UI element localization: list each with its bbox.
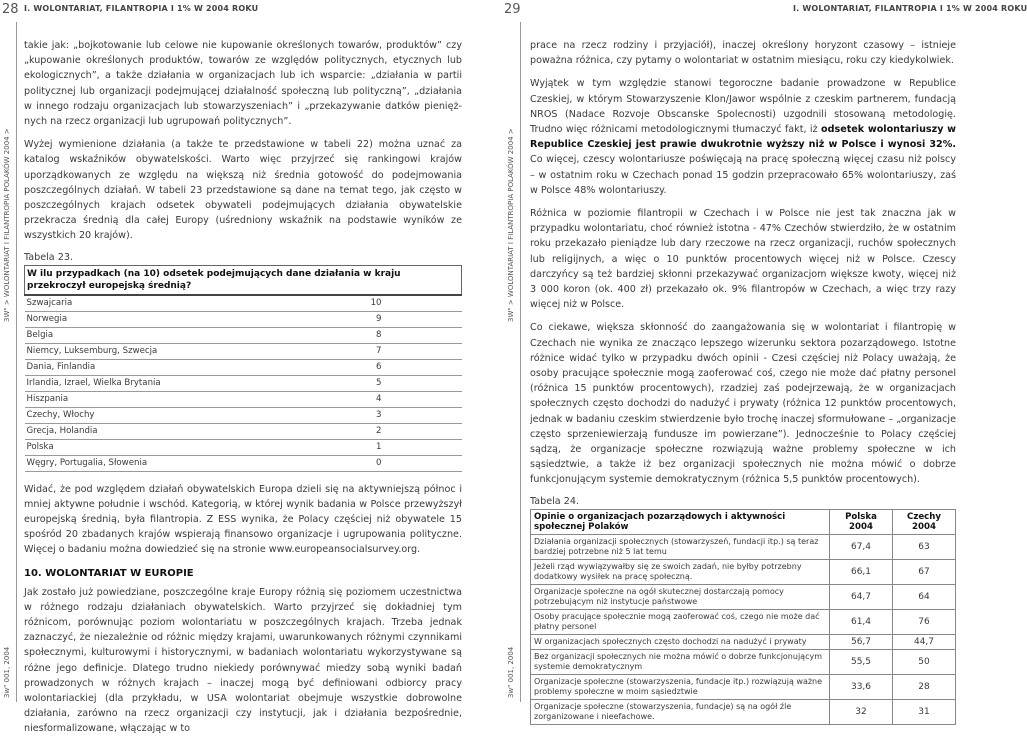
value-cell: 1 [320, 439, 462, 455]
polska-cell: 33,6 [830, 674, 893, 699]
emphasis: odsetek wolontariuszy w Republice Czeskiej jest prawie dwukrotnie wyższy niż w Polsce i wynosi 32%. [530, 124, 957, 151]
opinion-cell: Organizacje społeczne (stowarzyszenia, fundacje itp.) rozwiązują ważne problemy społeczne w moim sąsiedztwie [531, 674, 830, 699]
table-caption: Tabela 23. [24, 251, 73, 263]
czechy-cell: 76 [893, 609, 956, 634]
paragraph: prace na rzecz rodziny i przyjaciół), inaczej określony horyzont czasowy – istnieje poważna różnica, czy pytamy o wolontariat w ostatnim miesiącu, roku czy kiedykolwiek. [530, 40, 956, 67]
table-row [25, 295, 462, 312]
table-row [531, 699, 956, 724]
sidebar [506, 22, 521, 702]
table-row [531, 634, 956, 649]
paragraph: Co ciekawe, większa skłonność do zaangażowania się w wolontariat i filantropię w Czechach nie wynika ze znacząco lepszego wizerunku sektora pozarządowego. Istotne różnice widać tylko w przypadku dwóch opinii - Czesi częściej niż Polacy uważają, że osoby pracujące społecznie mogą zaoferować coś, czego nie może dać płatny personel (różnica 15 punktów procentowych), rzadziej zaś podejrzewają, że w organizacjach społecznych często dochodzi do nadużyć i prywaty (różnica 12 punktów procentowych, jednak w badaniu czeskim stwierdzenie było trochę inaczej sformułowane – „organizacje często sprzeniewierzają fundusze im powierzane”). Jednocześnie to Polacy częściej sądzą, że organizacje społeczne rozwiązują ważne problemy społeczne w ich sąsiedztwie, a także iż bez organizacji społecznych nie można mówić o dobrze funkcjonującym systemie demokratycznym (różnica 5,5 punktów procentowych). [530, 322, 956, 486]
right-page [480, 0, 1027, 721]
country-cell: Dania, Finlandia [25, 359, 320, 375]
page-number: 28 [2, 2, 19, 17]
table-header-czechy: Czechy 2004 [893, 509, 956, 534]
paragraph: Jak zostało już powiedziane, poszczególne kraje Europy różnią się poziomem uczestnictwa w różnego rodzaju działaniach obywatelskich. Warto przyjrzeć się dokładniej tym różnicom, porównując poziom wolontariatu w poszczególnych krajach. Trzeba jednak zaznaczyć, że niezależnie od różnic między krajami, uwarunkowanych różnymi czynnikami społecznymi, kulturowymi i historycznymi, w badaniach wolontariatu wykorzystywane są różne jego definicje. Dlatego trudno niekiedy porównywać miedzy sobą wyniki badań prowadzonych w różnych krajach – inaczej mogą być definiowani odbiorcy pracy wolontariackiej (dla przykładu, w USA wolontariat obejmuje wszystkie dobrowolne działania, zarówno na rzecz organizacji czy instytucji, jak i działania bezpośrednie, niesformalizowane, włączając w to [24, 586, 462, 735]
value-cell: 2 [320, 423, 462, 439]
sidebar-footer: 3w" 001, 2004 [507, 646, 515, 698]
left-page [0, 0, 480, 735]
polska-cell: 61,4 [830, 609, 893, 634]
running-header: I. WOLONTARIAT, FILANTROPIA I 1% W 2004 ROKU [24, 4, 259, 13]
polska-cell: 66,1 [830, 559, 893, 584]
sidebar-title: 3W" > WOLONTARIAT I FILANTROPIA POLAKÓW 2004 > [507, 128, 515, 322]
paragraph: takie jak: „bojkotowanie lub celowe nie kupowanie określonych towarów, produktów” czy „kupowanie określonych produktów, towarów ze względów politycznych, etycznych lub ekologicznych”, a także działania w organizacjach lub ich wsparcie: „działania w partii politycznej lub organizacji podejmującej działalność społeczną lub polityczną”, „działania w innego rodzaju organizacjach lub stowarzyszeniach” i „przekazywanie datków pieniężnych na rzecz organizacji lub ugrupowań politycznych”. [24, 40, 462, 128]
czechy-cell: 44,7 [893, 634, 956, 649]
table-row [25, 391, 462, 407]
czechy-cell: 64 [893, 584, 956, 609]
czechy-cell: 28 [893, 674, 956, 699]
opinion-cell: Organizacje społeczne (stowarzyszenia, fundacje) są na ogół źle zorganizowane i nieefachowe. [531, 699, 830, 724]
country-cell: Czechy, Włochy [25, 407, 320, 423]
polska-cell: 67,4 [830, 534, 893, 559]
paragraph: Różnica w poziomie filantropii w Czechach i w Polsce nie jest tak znaczna jak w przypadku wolontariatu, choć również istotna - 47% Czechów stwierdziło, że w ostatnim roku przekazało pieniądze lub dary rzeczowe na rzecz organizacji, ruchów społecznych lub religijnych, a więc o 10 punktów procentowych więcej niż w Polsce. Czescy darczyńcy są też bardziej skłonni przekazywać organizacjom większe kwoty, więcej niż 3 000 koron (ok. 400 zł) przekazało ok. 9% filantropów w Czechach, a więc trzy razy więcej niż w Polsce. [530, 208, 956, 311]
table-24 [530, 509, 956, 725]
table-header-polska: Polska 2004 [830, 509, 893, 534]
sidebar [2, 22, 17, 702]
table-row [25, 423, 462, 439]
polska-cell: 56,7 [830, 634, 893, 649]
table-row [25, 311, 462, 327]
table-23 [24, 265, 462, 472]
table-row [25, 439, 462, 455]
country-cell: Węgry, Portugalia, Słowenia [25, 455, 320, 471]
table-row [531, 649, 956, 674]
country-cell: Niemcy, Luksemburg, Szwecja [25, 343, 320, 359]
country-cell: Szwajcaria [25, 295, 320, 312]
table-header-opinion: Opinie o organizacjach pozarządowych i aktywności społecznej Polaków [531, 509, 830, 534]
czechy-cell: 67 [893, 559, 956, 584]
running-header: I. WOLONTARIAT, FILANTROPIA I 1% W 2004 ROKU [793, 4, 1027, 13]
value-cell: 7 [320, 343, 462, 359]
opinion-cell: W organizacjach społecznych często dochodzi na nadużyć i prywaty [531, 634, 830, 649]
sidebar-footer: 3w" 001, 2004 [3, 646, 11, 698]
value-cell: 5 [320, 375, 462, 391]
table-row [25, 327, 462, 343]
table-row [25, 407, 462, 423]
opinion-cell: Działania organizacji społecznych (stowarzyszeń, fundacji itp.) są teraz bardziej potrzebne niż 5 lat temu [531, 534, 830, 559]
value-cell: 4 [320, 391, 462, 407]
table-caption: Tabela 24. [530, 495, 579, 507]
table-row [25, 343, 462, 359]
table-question: W ilu przypadkach (na 10) odsetek podejmujących dane działania w kraju przekroczył europejską średnią? [25, 265, 462, 295]
polska-cell: 55,5 [830, 649, 893, 674]
polska-cell: 64,7 [830, 584, 893, 609]
page-number: 29 [504, 2, 521, 17]
country-cell: Grecja, Holandia [25, 423, 320, 439]
czechy-cell: 63 [893, 534, 956, 559]
table-row [531, 674, 956, 699]
czechy-cell: 31 [893, 699, 956, 724]
country-cell: Irlandia, Izrael, Wielka Brytania [25, 375, 320, 391]
table-row [25, 375, 462, 391]
table-row [531, 584, 956, 609]
polska-cell: 32 [830, 699, 893, 724]
czechy-cell: 50 [893, 649, 956, 674]
opinion-cell: Jeżeli rząd wywiązywałby się ze swoich zadań, nie byłby potrzebny dodatkowy wysiłek na pracę społeczną. [531, 559, 830, 584]
right-column [530, 38, 956, 725]
value-cell: 0 [320, 455, 462, 471]
left-column [24, 38, 462, 745]
country-cell: Polska [25, 439, 320, 455]
table-row [531, 559, 956, 584]
value-cell: 8 [320, 327, 462, 343]
opinion-cell: Osoby pracujące społecznie mogą zaoferować coś, czego nie może dać płatny personel [531, 609, 830, 634]
table-row [25, 455, 462, 471]
table-row [531, 534, 956, 559]
value-cell: 10 [320, 295, 462, 312]
paragraph: Wyjątek w tym względzie stanowi tegoroczne badanie prowadzone w Republice Czeskiej, w którym Stowarzyszenie Klon/Jawor wspólnie z czeskim partnerem, fundacją NROS (Nadace Rozvoje Obscanske Spolecnosti) uzgodnili stosowaną metodologię. Trudno więc różnicami metodologicznymi tłumaczyć fakt, iż odsetek wolontariuszy w Republice Czeskiej jest prawie dwukrotnie wyższy niż w Polsce i wynosi 32%. Co więcej, czescy wolontariusze poświęcają na pracę społeczną więcej czasu niż polscy – w ostatnim roku w Czechach ponad 15 godzin przepracowało 65% wolontariuszy, zaś w Polsce 48% wolontariuszy. [530, 78, 957, 196]
value-cell: 3 [320, 407, 462, 423]
opinion-cell: Organizacje społeczne na ogół skutecznej dostarczają pomocy potrzebującym niż instytucje państwowe [531, 584, 830, 609]
paragraph: Wyżej wymienione działania (a także te przedstawione w tabeli 22) można uznać za katalog wskaźników obywatelskości. Warto więc przyjrzeć się rankingowi krajów uporządkowanych ze względu na większą niż średnia gotowość do podejmowania poszczególnych działań. W tabeli 23 przedstawione są dane na temat tego, jak często w poszczególnych krajach odsetek obywateli podejmujących działania obywatelskie przekracza średnią dla całej Europy (uśredniony wskaźnik na podstawie wyników ze wszystkich 20 krajów). [24, 139, 462, 242]
opinion-cell: Bez organizacji społecznych nie można mówić o dobrze funkcjonującym systemie demokratycznym [531, 649, 830, 674]
section-title: 10. WOLONTARIAT W EUROPIE [24, 567, 194, 579]
value-cell: 6 [320, 359, 462, 375]
country-cell: Hiszpania [25, 391, 320, 407]
sidebar-title: 3W" > WOLONTARIAT I FILANTROPIA POLAKÓW 2004 > [3, 128, 11, 322]
country-cell: Belgia [25, 327, 320, 343]
country-cell: Norwegia [25, 311, 320, 327]
paragraph: Widać, że pod względem działań obywatelskich Europa dzieli się na aktywniejszą północ i mniej aktywne południe i wschód. Kategorią, w której wynik badania w Polsce przewyższył europejską średnią, była filantropia. Z ESS wynika, że Polacy częściej niż obywatele 15 spośród 20 zbadanych krajów wspierają finansowo organizacje i ugrupowania polityczne. Więcej o badaniu można dowiedzieć się na stronie www.europeansocialsurvey.org. [24, 483, 462, 556]
table-row [531, 609, 956, 634]
table-row [25, 359, 462, 375]
value-cell: 9 [320, 311, 462, 327]
